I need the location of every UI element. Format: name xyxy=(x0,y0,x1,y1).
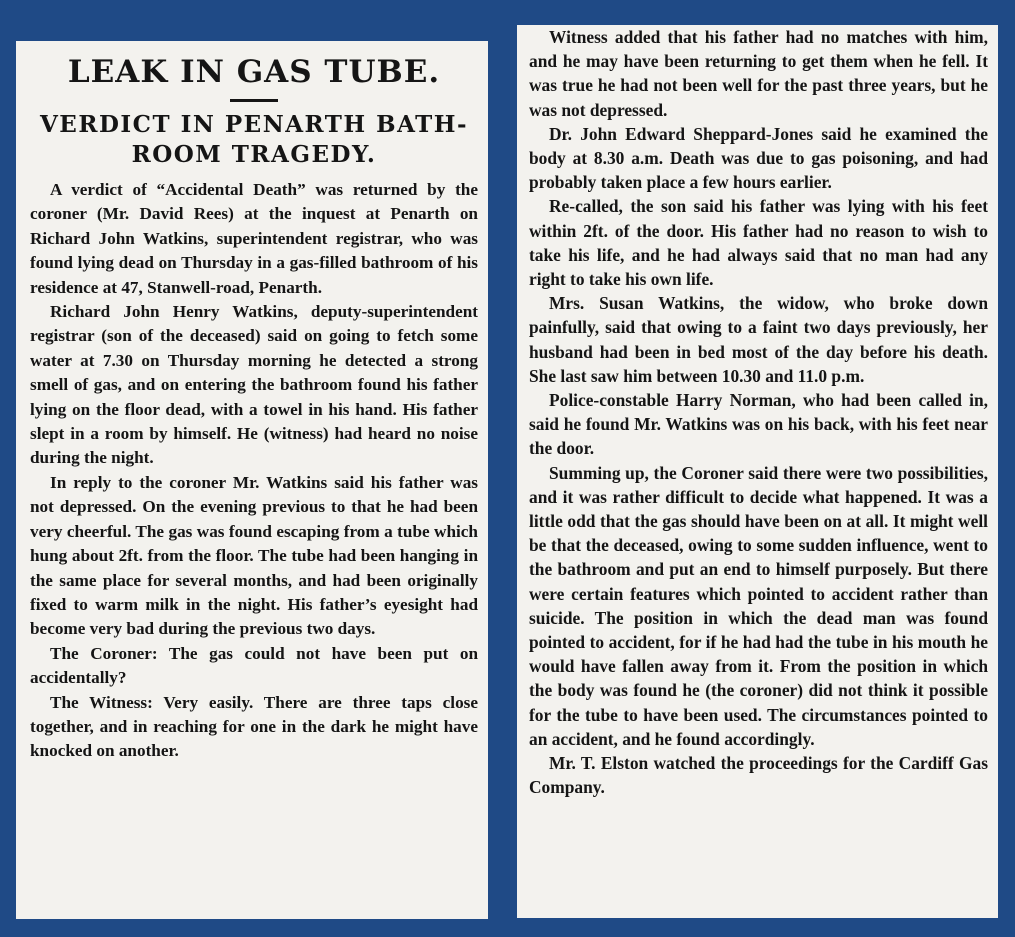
article-paragraph: Dr. John Edward Sheppard-Jones said he examined the body at 8.30 a.m. Death was due to gas poisoning, and had probably taken place a few hours earlier. xyxy=(529,123,988,193)
article-paragraph: Police-constable Harry Norman, who had been called in, said he found Mr. Watkins was on his back, with his feet near the door. xyxy=(529,390,988,459)
article-paragraph: Witness added that his father had no matches with him, and he may have been returning to get them when he fell. It was true he had not been well for the past three years, but he was not depressed. xyxy=(529,27,988,120)
article-paragraph: In reply to the coroner Mr. Watkins said his father was not depressed. On the evening previous to that he had been very cheerful. The gas was found escaping from a tube which hung about 2ft. from the floor. The tube had been hanging in the same place for several months, and had been originally fixed to warm milk in the night. His father’s eyesight had become very bad during the previous two days. xyxy=(30,472,478,639)
article-paragraph: Richard John Henry Watkins, deputy-superintendent registrar (son of the deceased) said on going to fetch some water at 7.30 on Thursday morning he detected a strong smell of gas, and on entering the bathroom found his father lying on the floor dead, with a towel in his hand. His father slept in a room by himself. He (witness) had heard no noise during the night. xyxy=(30,302,478,468)
article-paragraph: The Witness: Very easily. There are three taps close together, and in reaching for one in the dark he might have knocked on another. xyxy=(30,692,478,761)
article-paragraph: Mr. T. Elston watched the proceedings for the Cardiff Gas Company. xyxy=(529,753,988,798)
headline-divider xyxy=(230,99,278,102)
left-column-clipping xyxy=(16,41,488,919)
article-paragraph: The Coroner: The gas could not have been put on accidentally? xyxy=(30,643,478,688)
article-paragraph: A verdict of “Accidental Death” was returned by the coroner (Mr. David Rees) at the inquest at Penarth on Richard John Watkins, superintendent registrar, who was found lying dead on Thursday in a gas-filled bathroom of his residence at 47, Stanwell-road, Penarth. xyxy=(30,180,478,297)
headline: LEAK IN GAS TUBE. xyxy=(67,54,441,90)
article-paragraph: Summing up, the Coroner said there were two possibilities, and it was rather difficult to decide what happened. It was a little odd that the gas should have been on at all. It might well be that the deceased, owing to some sudden influence, went to the bathroom and put an end to himself purposely. But there were certain features which pointed to accident rather than suicide. The position in which the dead man was found pointed to accident, for if he had had the tube in his mouth he would have fallen away from it. From the position in which the body was found he (the coroner) did not think it possible for the tube to have been used. The circumstances pointed to an accident, and he found accordingly. xyxy=(529,462,988,749)
article-paragraph: Mrs. Susan Watkins, the widow, who broke down painfully, said that owing to a faint two days previously, her husband had been in bed most of the day before his death. She last saw him between 10.30 and 11.0 p.m. xyxy=(529,293,988,386)
subheadline: VERDICT IN PENARTH BATH-ROOM TRAGEDY. xyxy=(39,111,469,168)
article-paragraph: Re-called, the son said his father was lying with his feet within 2ft. of the door. His father had no reason to wish to take his life, and he had always said that no man had any right to take his own life. xyxy=(529,196,988,290)
right-column-clipping xyxy=(517,25,998,918)
